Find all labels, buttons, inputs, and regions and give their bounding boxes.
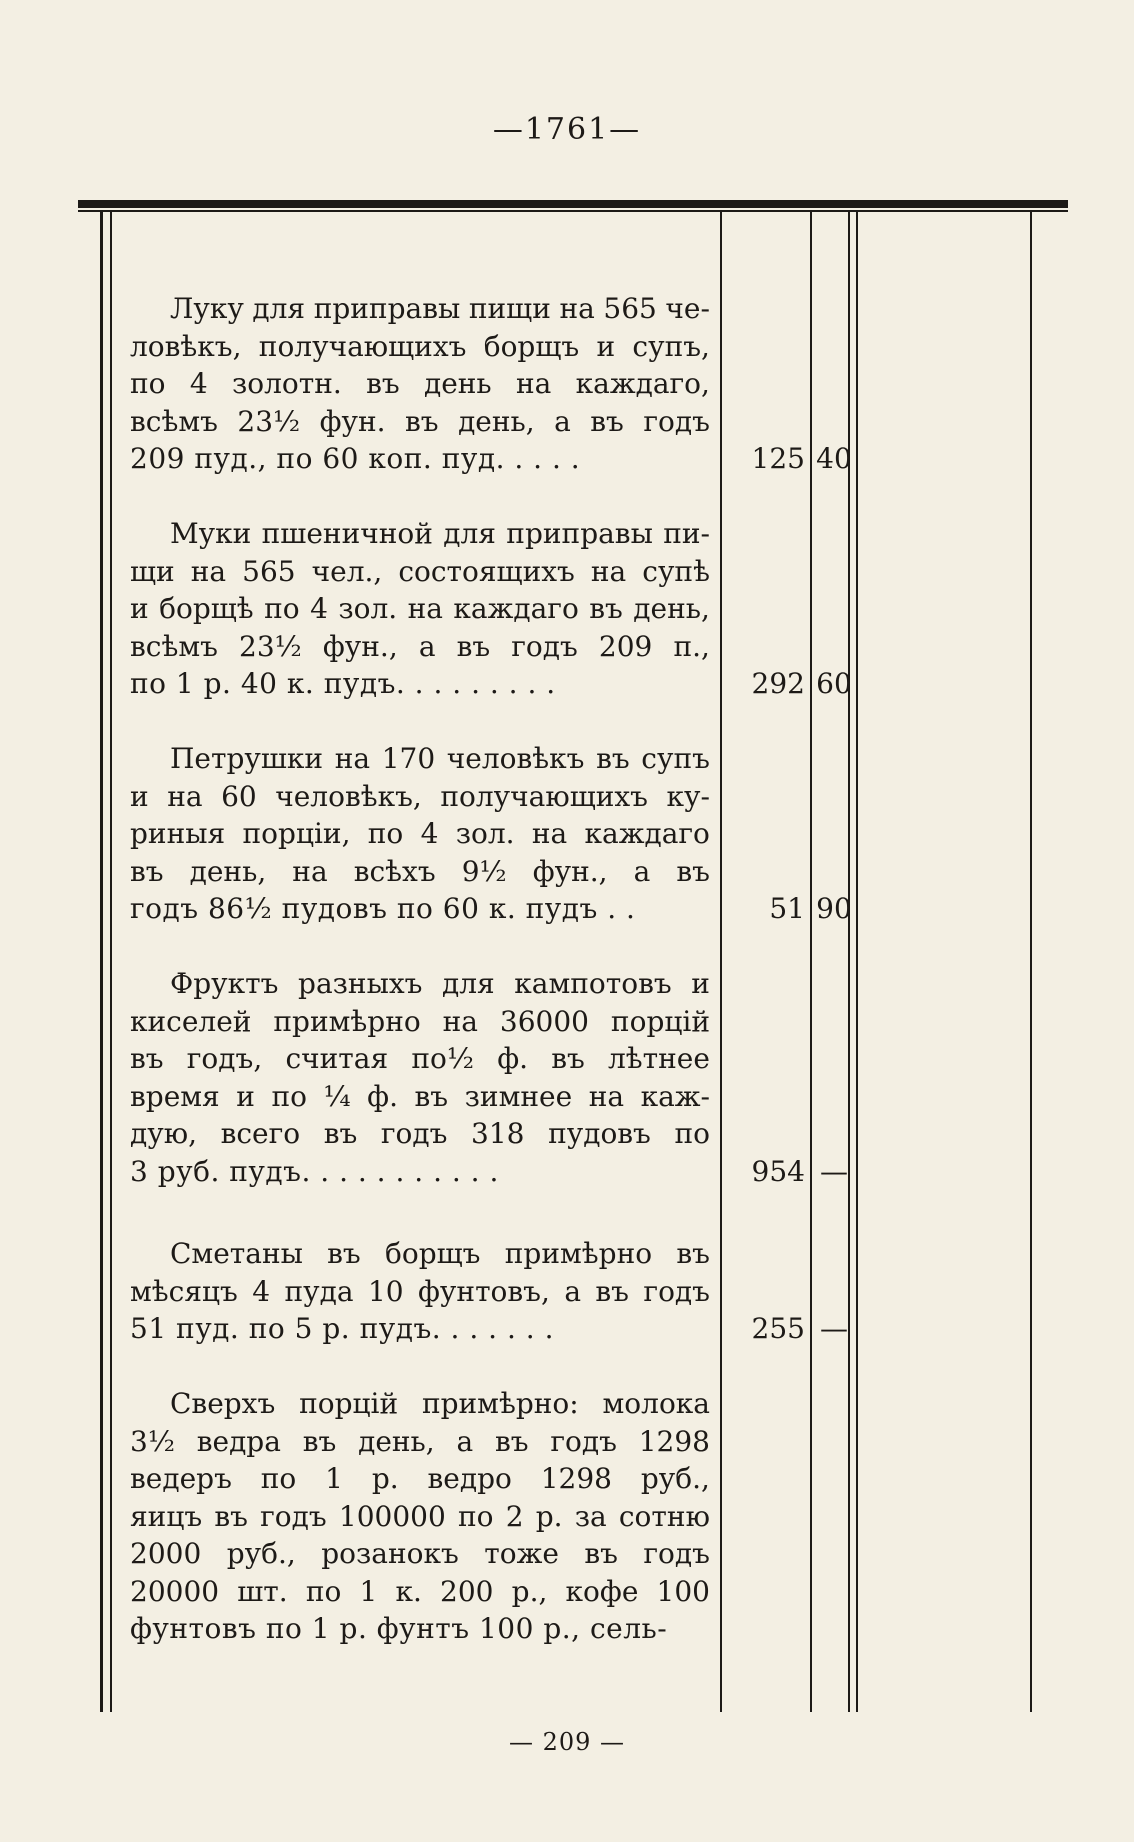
entry-paragraph — [130, 515, 710, 703]
amount-kopecks: — — [820, 1154, 848, 1188]
entry-line: 51 пуд. по 5 р. пудъ. . . . . . . — [130, 1312, 554, 1345]
entry-line: дую, всего въ годъ 318 пудовъ по — [130, 1117, 710, 1150]
entry-line: по 4 золотн. въ день на каждаго, — [130, 367, 710, 400]
page-footer-number: — 209 — — [508, 1728, 626, 1756]
entry-line: по 1 р. 40 к. пудъ. . . . . . . . . — [130, 667, 556, 700]
amount-rubles: 125 — [751, 442, 805, 475]
kopecks-column-left — [848, 212, 850, 1712]
left-border-inner — [110, 212, 112, 1712]
entry-paragraph — [130, 1235, 710, 1348]
amount-rubles: 292 — [751, 667, 805, 700]
entry-line: Муки пшеничной для приправы пи- — [170, 517, 710, 550]
right-border — [1030, 212, 1032, 1712]
kopecks-column-right — [856, 212, 858, 1712]
amount-rubles: 255 — [751, 1312, 805, 1345]
entry-line: мѣсяцъ 4 пуда 10 фунтовъ, а въ годъ — [130, 1274, 710, 1308]
top-rule-thin — [78, 210, 1068, 212]
amount-kopecks: — — [820, 1312, 848, 1345]
entry-line: 20000 шт. по 1 к. 200 р., кофе 100 — [130, 1574, 710, 1608]
entry-line: ведеръ по 1 р. ведро 1298 руб., — [130, 1462, 710, 1495]
entry-line: 2000 руб., розанокъ тоже въ годъ — [130, 1537, 710, 1570]
rubles-column-left — [720, 212, 722, 1712]
entry-line: щи на 565 чел., состоящихъ на супѣ — [130, 554, 710, 588]
entry-line: киселей примѣрно на 36000 порцій — [130, 1004, 710, 1038]
entry-line: 3 руб. пудъ. . . . . . . . . . . — [130, 1154, 499, 1188]
entry-line: годъ 86½ пудовъ по 60 к. пудъ . . — [130, 892, 636, 925]
entry-line: 3½ ведра въ день, а въ годъ 1298 — [130, 1424, 710, 1458]
entry-paragraph — [130, 1385, 710, 1648]
entry-paragraph — [130, 965, 710, 1190]
entry-line: Петрушки на 170 человѣкъ въ супъ — [170, 742, 710, 775]
entry-line: и борщѣ по 4 зол. на каждаго въ день, — [130, 592, 710, 625]
entry-line: Сметаны въ борщъ примѣрно въ — [170, 1237, 710, 1270]
entry-line: Луку для приправы пищи на 565 че- — [170, 292, 710, 325]
amount-kopecks: 90 — [816, 892, 852, 925]
entry-line: въ годъ, считая по½ ф. въ лѣтнее — [130, 1042, 710, 1075]
entry-line: яицъ въ годъ 100000 по 2 р. за сотню — [130, 1499, 710, 1533]
amount-kopecks: 40 — [816, 442, 852, 475]
entry-line: риныя порціи, по 4 зол. на каждаго — [130, 817, 710, 850]
entry-line: время и по ¼ ф. въ зимнее на каж- — [130, 1079, 710, 1113]
rubles-column-right — [810, 212, 812, 1712]
entry-line: и на 60 человѣкъ, получающихъ ку- — [130, 779, 710, 813]
entry-line: ловѣкъ, получающихъ борщъ и супъ, — [130, 329, 710, 363]
entry-line: Фруктъ разныхъ для кампотовъ и — [170, 967, 710, 1000]
left-border-outer — [100, 212, 103, 1712]
entry-line: Сверхъ порцій примѣрно: молока — [170, 1387, 710, 1420]
entry-line: всѣмъ 23½ фун., а въ годъ 209 п., — [130, 629, 710, 663]
top-rule — [78, 200, 1068, 208]
entry-paragraph — [130, 740, 710, 928]
entry-line: фунтовъ по 1 р. фунтъ 100 р., сель- — [130, 1612, 668, 1645]
page-header-number: —1761— — [492, 112, 642, 147]
entry-line: всѣмъ 23½ фун. въ день, а въ годъ — [130, 404, 710, 438]
amount-kopecks: 60 — [816, 667, 852, 700]
amount-rubles: 51 — [769, 892, 805, 925]
amount-rubles: 954 — [751, 1154, 805, 1188]
entry-line: 209 пуд., по 60 коп. пуд. . . . . — [130, 442, 581, 475]
entry-line: въ день, на всѣхъ 9½ фун., а въ — [130, 854, 710, 888]
entry-paragraph — [130, 290, 710, 478]
